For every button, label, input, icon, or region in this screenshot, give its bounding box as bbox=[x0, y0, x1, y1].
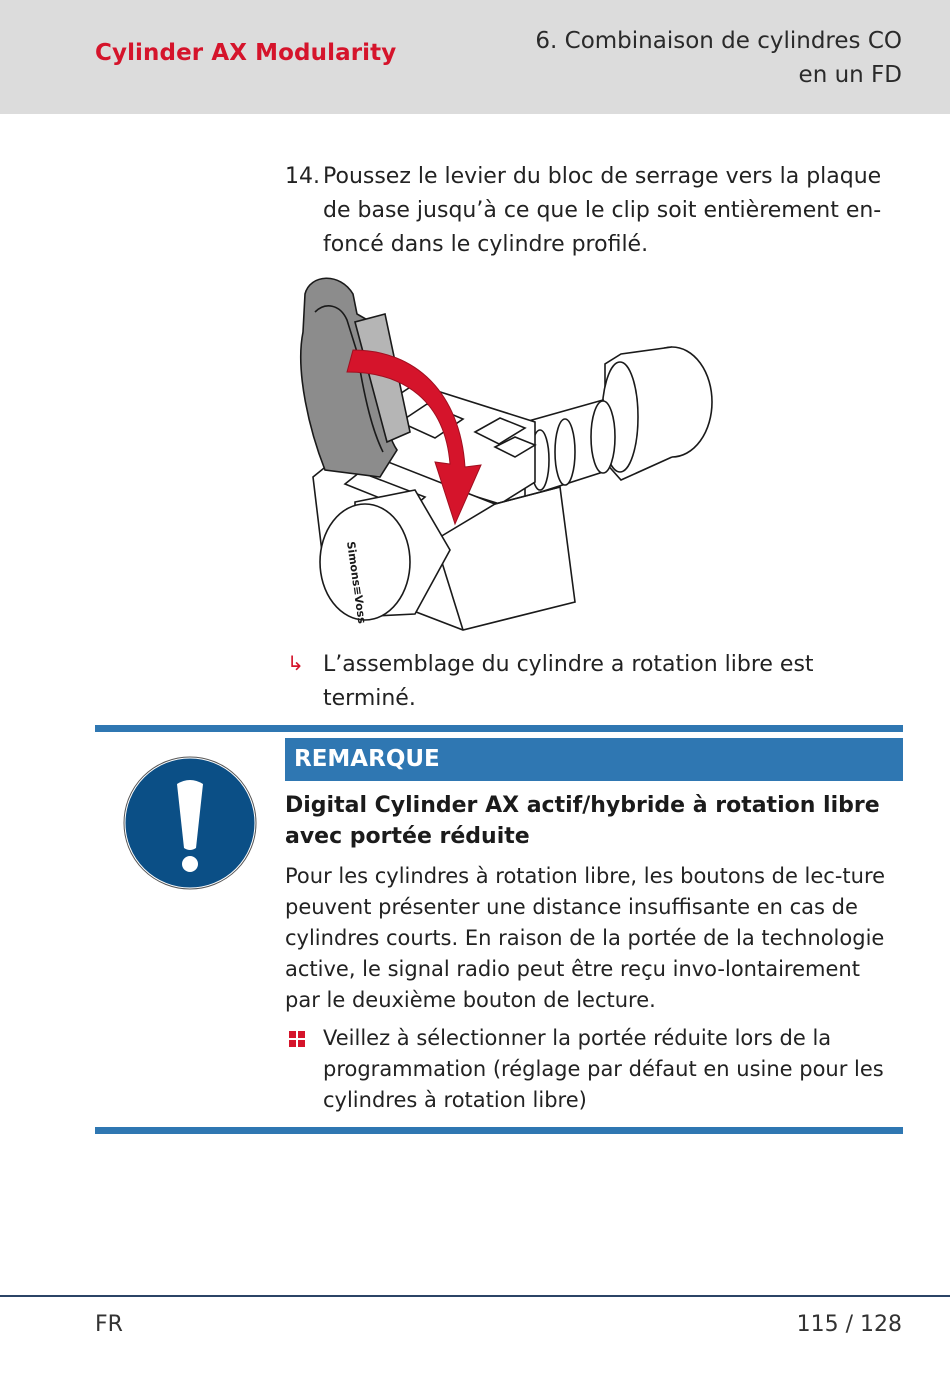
step-14 bbox=[285, 160, 890, 262]
note-bullet-text: Veillez à sélectionner la portée réduite lors de la programmation (réglage par défaut en usine pour les cylindres à rotation libre) bbox=[323, 1026, 884, 1112]
note-body: Pour les cylindres à rotation libre, les boutons de lec-ture peuvent présenter une distance insuffisante en cas de cylindres courts. En raison de la portée de la technologie active, le signal radio peut être reçu invo-lontairement par le deuxième bouton de lecture. bbox=[285, 864, 886, 1012]
footer-divider bbox=[0, 1295, 950, 1297]
step-number: 14. bbox=[285, 164, 320, 189]
result-line bbox=[285, 648, 885, 716]
footer-language: FR bbox=[95, 1312, 123, 1337]
note-top-rule bbox=[95, 725, 903, 732]
chapter-title-line1: 6. Combinaison de cylindres CO bbox=[535, 28, 902, 54]
result-text: L’assemblage du cylindre a rotation libre est terminé. bbox=[323, 652, 814, 711]
bullet-squares-icon bbox=[289, 1031, 305, 1047]
illustration-svg bbox=[285, 272, 715, 632]
page-number: 115 / 128 bbox=[796, 1312, 902, 1337]
note-title: Digital Cylinder AX actif/hybride à rotation libre avec portée réduite bbox=[285, 793, 880, 849]
brand-title: Cylinder AX Modularity bbox=[95, 40, 397, 66]
exclamation-icon bbox=[123, 756, 257, 890]
result-arrow-icon: ↳ bbox=[287, 651, 304, 675]
step-text: Poussez le levier du bloc de serrage vers la plaque de base jusqu’à ce que le clip soit entièrement en-foncé dans le cylindre profilé. bbox=[323, 164, 882, 257]
note-bottom-rule bbox=[95, 1127, 903, 1134]
chapter-title-line2: en un FD bbox=[798, 62, 902, 88]
cylinder-assembly-illustration bbox=[285, 272, 715, 632]
knob-logo: Simons≡Voss bbox=[344, 540, 369, 625]
note-bullet bbox=[285, 1023, 895, 1116]
page-header bbox=[0, 0, 950, 114]
note-label: REMARQUE bbox=[285, 738, 903, 781]
chapter-title bbox=[482, 24, 902, 92]
